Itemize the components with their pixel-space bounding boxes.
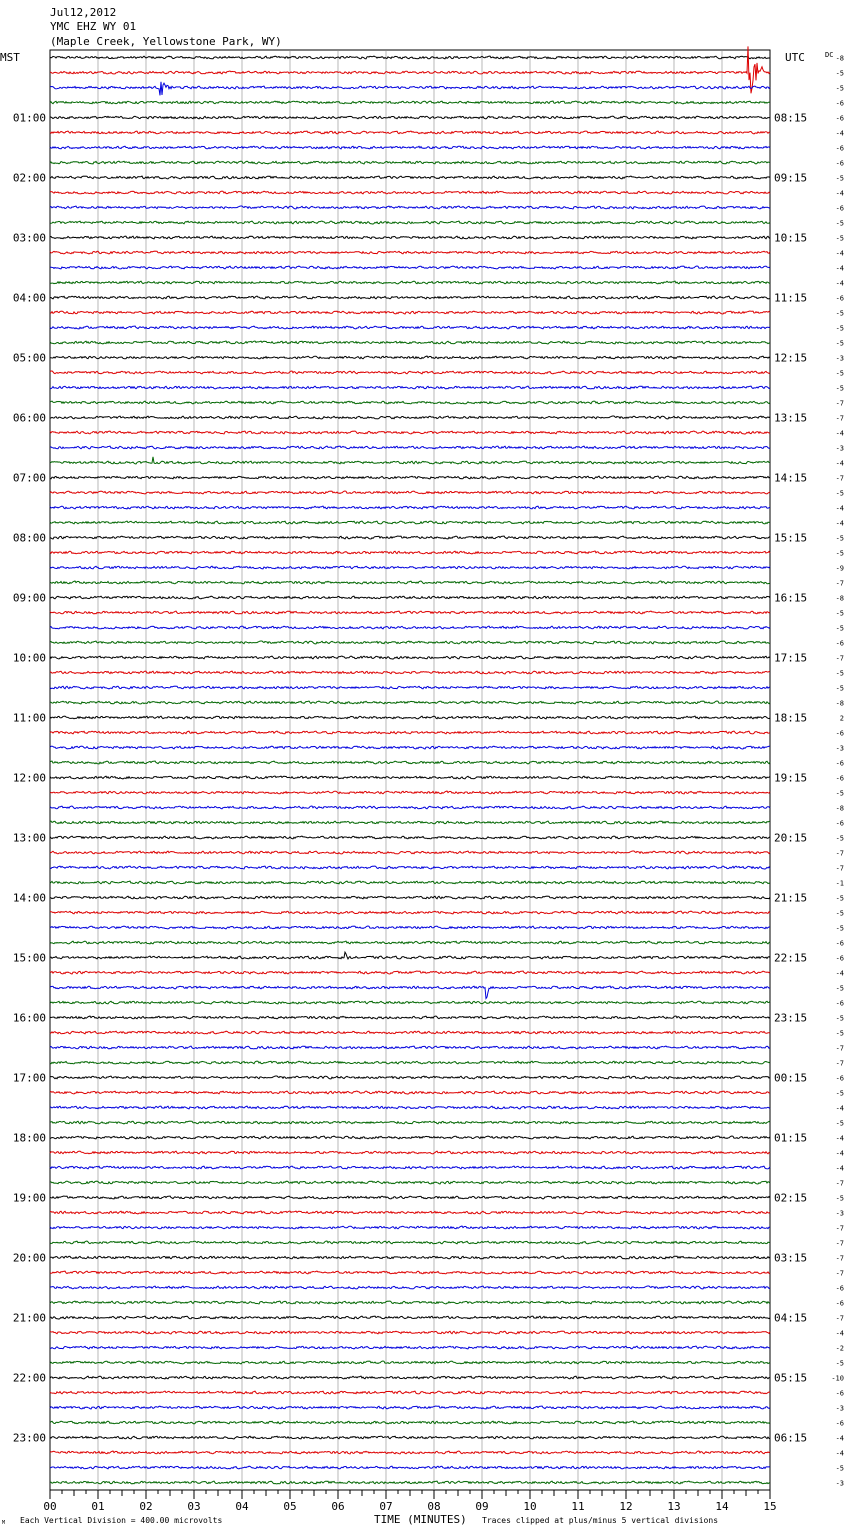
trace-line (50, 911, 770, 914)
trace-line (50, 191, 770, 194)
trace-line (50, 56, 770, 59)
trace-line (50, 1001, 770, 1004)
trace-line (50, 1151, 770, 1154)
left-hour-label: 23:00 (12, 1431, 46, 1445)
trace-line (50, 1331, 770, 1334)
trace-line (50, 1286, 770, 1289)
dc-offset-label: -4 (835, 189, 844, 198)
trace-line (50, 701, 770, 704)
trace-line (50, 296, 770, 299)
dc-offset-label: -4 (835, 519, 844, 528)
trace-line (50, 941, 770, 944)
dc-offset-label: -5 (835, 609, 844, 618)
trace-line (50, 521, 770, 524)
dc-offset-label: -6 (835, 759, 844, 768)
dc-offset-label: -7 (835, 1314, 844, 1323)
trace-line (50, 536, 770, 539)
dc-offset-label: -5 (835, 234, 844, 243)
dc-offset-label: -6 (835, 144, 844, 153)
dc-offset-label: -7 (835, 654, 844, 663)
dc-offset-label: -6 (835, 1074, 844, 1083)
trace-line (50, 746, 770, 749)
trace-line (50, 551, 770, 554)
dc-offset-label: -6 (835, 294, 844, 303)
trace-line (50, 596, 770, 599)
left-hour-label: 13:00 (12, 831, 46, 845)
trace-line (50, 1136, 770, 1139)
right-hour-label: 04:15 (774, 1311, 808, 1325)
trace-line (50, 1271, 770, 1274)
location-label: (Maple Creek, Yellowstone Park, WY) (50, 35, 282, 48)
x-tick-label: 08 (427, 1500, 441, 1513)
dc-offset-label: -6 (835, 1389, 844, 1398)
trace-line (50, 952, 770, 959)
trace-line (50, 416, 770, 419)
dc-offset-label: -5 (835, 219, 844, 228)
trace-line (50, 161, 770, 164)
dc-offset-label: -5 (835, 1089, 844, 1098)
trace-line (50, 386, 770, 389)
corner-mark: M (2, 1520, 6, 1526)
dc-offset-label: 2 (839, 714, 844, 723)
dc-offset-label: -4 (835, 504, 844, 513)
right-hour-label: 18:15 (774, 711, 808, 725)
trace-line (50, 656, 770, 659)
dc-offset-label: -5 (835, 1194, 844, 1203)
dc-offset-label: -1 (835, 879, 844, 888)
trace-line (50, 341, 770, 344)
x-tick-label: 03 (187, 1500, 201, 1513)
dc-offset-label: -4 (835, 1149, 844, 1158)
dc-offset-label: -4 (835, 1434, 844, 1443)
right-timezone-label: UTC (785, 51, 805, 64)
trace-line (50, 82, 770, 96)
trace-line (50, 401, 770, 404)
left-hour-label: 09:00 (12, 591, 46, 605)
dc-offset-label: -7 (835, 1269, 844, 1278)
left-hour-labels (13, 112, 46, 1445)
left-hour-label: 22:00 (12, 1371, 46, 1385)
dc-offset-label: -7 (835, 849, 844, 858)
left-hour-label: 01:00 (12, 111, 46, 125)
trace-line (50, 146, 770, 149)
dc-offset-label: -8 (835, 54, 844, 63)
right-hour-label: 02:15 (774, 1191, 808, 1205)
x-tick-label: 07 (379, 1500, 393, 1513)
dc-offset-label: -5 (835, 834, 844, 843)
trace-group (50, 46, 770, 1484)
right-hour-labels (774, 112, 807, 1445)
dc-offset-label: -5 (835, 894, 844, 903)
dc-offset-label: -7 (835, 1239, 844, 1248)
trace-line (50, 581, 770, 584)
trace-line (50, 1346, 770, 1349)
dc-offset-label: -4 (835, 1329, 844, 1338)
right-hour-label: 10:15 (774, 231, 808, 245)
dc-offset-label: -6 (835, 639, 844, 648)
trace-line (50, 326, 770, 329)
trace-line (50, 101, 770, 104)
trace-line (50, 971, 770, 974)
trace-line (50, 1241, 770, 1244)
trace-line (50, 506, 770, 509)
trace-line (50, 1181, 770, 1184)
trace-line (50, 1211, 770, 1214)
trace-line (50, 686, 770, 689)
left-hour-label: 20:00 (12, 1251, 46, 1265)
trace-line (50, 491, 770, 494)
left-hour-label: 15:00 (12, 951, 46, 965)
left-hour-label: 16:00 (12, 1011, 46, 1025)
trace-line (50, 1451, 770, 1454)
trace-line (50, 641, 770, 644)
dc-offset-label: -4 (835, 969, 844, 978)
trace-line (50, 176, 770, 179)
trace-line (50, 1361, 770, 1364)
plot-grid (50, 50, 770, 1490)
trace-line (50, 1421, 770, 1424)
right-hour-label: 14:15 (774, 471, 808, 485)
dc-offset-label: -8 (835, 804, 844, 813)
dc-offset-label: -6 (835, 1284, 844, 1293)
dc-offset-label: -7 (835, 474, 844, 483)
dc-offset-label: -6 (835, 819, 844, 828)
left-hour-label: 12:00 (12, 771, 46, 785)
left-hour-label: 17:00 (12, 1071, 46, 1085)
dc-offset-label: -5 (835, 369, 844, 378)
right-hour-label: 09:15 (774, 171, 808, 185)
trace-line (50, 1316, 770, 1319)
trace-line (50, 851, 770, 854)
dc-offset-label: -3 (835, 1479, 844, 1488)
dc-offset-label: -7 (835, 1059, 844, 1068)
right-hour-label: 13:15 (774, 411, 808, 425)
trace-line (50, 566, 770, 569)
left-timezone-label: MST (0, 51, 20, 64)
dc-offset-label: -5 (835, 549, 844, 558)
trace-line (50, 1376, 770, 1379)
trace-line (50, 761, 770, 764)
trace-line (50, 311, 770, 314)
dc-offset-label: -6 (835, 159, 844, 168)
trace-line (50, 1106, 770, 1109)
dc-offset-label: -3 (835, 354, 844, 363)
trace-line (50, 206, 770, 209)
left-hour-label: 08:00 (12, 531, 46, 545)
dc-offset-label: -7 (835, 1224, 844, 1233)
right-hour-label: 16:15 (774, 591, 808, 605)
left-hour-label: 02:00 (12, 171, 46, 185)
trace-line (50, 431, 770, 434)
dc-offset-label: -6 (835, 1419, 844, 1428)
trace-line (50, 806, 770, 809)
dc-offset-label: -6 (835, 954, 844, 963)
trace-line (50, 1031, 770, 1034)
left-hour-label: 06:00 (12, 411, 46, 425)
trace-line (50, 881, 770, 884)
trace-line (50, 116, 770, 119)
dc-offset-labels (831, 55, 844, 1488)
trace-line (50, 836, 770, 839)
dc-offset-label: -4 (835, 129, 844, 138)
dc-offset-label: -3 (835, 744, 844, 753)
dc-offset-label: -5 (835, 309, 844, 318)
dc-offset-label: -5 (835, 489, 844, 498)
dc-offset-label: -4 (835, 459, 844, 468)
dc-offset-label: -7 (835, 1044, 844, 1053)
x-tick-label: 14 (715, 1500, 729, 1513)
x-axis-label: TIME (MINUTES) (374, 1513, 467, 1526)
trace-line (50, 457, 770, 464)
trace-line (50, 1061, 770, 1064)
dc-offset-label: -7 (835, 414, 844, 423)
right-hour-label: 19:15 (774, 771, 808, 785)
dc-offset-label: -5 (835, 1119, 844, 1128)
right-hour-label: 11:15 (774, 291, 808, 305)
right-hour-label: 22:15 (774, 951, 808, 965)
right-hour-label: 08:15 (774, 111, 808, 125)
trace-line (50, 131, 770, 134)
dc-offset-label: -4 (835, 249, 844, 258)
right-hour-label: 00:15 (774, 1071, 808, 1085)
trace-line (50, 611, 770, 614)
date-label: Jul12,2012 (50, 6, 117, 19)
dc-offset-label: -5 (835, 1014, 844, 1023)
left-hour-label: 18:00 (12, 1131, 46, 1145)
trace-line (50, 1166, 770, 1169)
dc-offset-label: -4 (835, 1449, 844, 1458)
x-tick-label: 01 (91, 1500, 105, 1513)
trace-line (50, 626, 770, 629)
trace-line (50, 1436, 770, 1439)
left-hour-label: 10:00 (12, 651, 46, 665)
trace-line (50, 266, 770, 269)
trace-line (50, 731, 770, 734)
dc-offset-label: -7 (835, 1179, 844, 1188)
trace-line (50, 866, 770, 869)
trace-line (50, 1301, 770, 1304)
trace-line (50, 791, 770, 794)
right-hour-label: 23:15 (774, 1011, 808, 1025)
right-hour-label: 05:15 (774, 1371, 808, 1385)
scale-note: Each Vertical Division = 400.00 microvolts (20, 1516, 223, 1525)
trace-line (50, 1196, 770, 1199)
dc-offset-label: -3 (835, 1404, 844, 1413)
trace-line (50, 671, 770, 674)
dc-offset-label: -4 (835, 1164, 844, 1173)
dc-offset-label: -5 (835, 339, 844, 348)
plot-frame (50, 50, 770, 1490)
x-tick-label: 04 (235, 1500, 249, 1513)
right-hour-label: 17:15 (774, 651, 808, 665)
trace-line (50, 251, 770, 254)
trace-line (50, 1091, 770, 1094)
dc-offset-label: -3 (835, 444, 844, 453)
right-hour-label: 20:15 (774, 831, 808, 845)
left-hour-label: 07:00 (12, 471, 46, 485)
dc-offset-label: -6 (835, 999, 844, 1008)
dc-offset-label: -2 (835, 1344, 844, 1353)
trace-line (50, 46, 770, 93)
dc-offset-label: -5 (835, 1359, 844, 1368)
dc-offset-label: -5 (835, 324, 844, 333)
dc-offset-label: -4 (835, 279, 844, 288)
x-tick-label: 12 (619, 1500, 633, 1513)
dc-offset-label: -7 (835, 579, 844, 588)
trace-line (50, 986, 770, 999)
dc-offset-label: -6 (835, 204, 844, 213)
right-hour-label: 03:15 (774, 1251, 808, 1265)
dc-offset-label: -4 (835, 264, 844, 273)
trace-line (50, 896, 770, 899)
trace-line (50, 236, 770, 239)
right-hour-label: 06:15 (774, 1431, 808, 1445)
x-tick-label: 11 (571, 1500, 585, 1513)
x-tick-label: 09 (475, 1500, 489, 1513)
dc-offset-label: -6 (835, 939, 844, 948)
trace-line (50, 1391, 770, 1394)
dc-offset-label: -7 (835, 864, 844, 873)
right-hour-label: 01:15 (774, 1131, 808, 1145)
x-tick-label: 05 (283, 1500, 297, 1513)
dc-offset-label: -8 (835, 699, 844, 708)
left-hour-label: 03:00 (12, 231, 46, 245)
dc-offset-label: -4 (835, 1134, 844, 1143)
trace-line (50, 716, 770, 719)
dc-offset-label: -7 (835, 399, 844, 408)
trace-line (50, 821, 770, 824)
dc-offset-label: -5 (835, 984, 844, 993)
dc-offset-label: -5 (835, 669, 844, 678)
x-tick-label: 00 (43, 1500, 57, 1513)
dc-offset-label: -6 (835, 774, 844, 783)
trace-line (50, 476, 770, 479)
dc-offset-label: -10 (831, 1374, 844, 1383)
trace-line (50, 1016, 770, 1019)
right-hour-label: 15:15 (774, 531, 808, 545)
x-tick-label: 10 (523, 1500, 537, 1513)
trace-line (50, 1481, 770, 1484)
station-label: YMC EHZ WY 01 (50, 20, 137, 33)
dc-offset-label: -4 (835, 429, 844, 438)
x-tick-label: 06 (331, 1500, 345, 1513)
dc-offset-label: -6 (835, 729, 844, 738)
trace-line (50, 1406, 770, 1409)
dc-offset-label: -5 (835, 1464, 844, 1473)
dc-offset-label: -5 (835, 384, 844, 393)
dc-offset-label: -3 (835, 1209, 844, 1218)
clip-note: Traces clipped at plus/minus 5 vertical divisions (482, 1516, 719, 1525)
dc-offset-label: -6 (835, 1299, 844, 1308)
dc-label: DC (825, 51, 834, 59)
trace-line (50, 1466, 770, 1469)
dc-offset-label: -5 (835, 1029, 844, 1038)
dc-offset-label: -5 (835, 924, 844, 933)
trace-line (50, 221, 770, 224)
dc-offset-label: -5 (835, 684, 844, 693)
x-tick-label: 02 (139, 1500, 153, 1513)
trace-line (50, 1076, 770, 1079)
trace-line (50, 371, 770, 374)
dc-offset-label: -5 (835, 84, 844, 93)
dc-offset-label: -5 (835, 534, 844, 543)
left-hour-label: 11:00 (12, 711, 46, 725)
trace-line (50, 281, 770, 284)
dc-offset-label: -4 (835, 1104, 844, 1113)
left-hour-label: 14:00 (12, 891, 46, 905)
left-hour-label: 05:00 (12, 351, 46, 365)
trace-line (50, 1046, 770, 1049)
trace-line (50, 446, 770, 449)
dc-offset-label: -5 (835, 69, 844, 78)
trace-line (50, 776, 770, 779)
x-tick-label: 15 (763, 1500, 777, 1513)
left-hour-label: 19:00 (12, 1191, 46, 1205)
x-axis (43, 1490, 776, 1513)
dc-offset-label: -9 (835, 564, 844, 573)
dc-offset-label: -5 (835, 174, 844, 183)
trace-line (50, 1256, 770, 1259)
trace-line (50, 926, 770, 929)
dc-offset-label: -7 (835, 1254, 844, 1263)
dc-offset-label: -5 (835, 624, 844, 633)
dc-offset-label: -5 (835, 789, 844, 798)
trace-line (50, 356, 770, 359)
dc-offset-label: -8 (835, 594, 844, 603)
trace-line (50, 1226, 770, 1229)
right-hour-label: 21:15 (774, 891, 808, 905)
dc-offset-label: -6 (835, 99, 844, 108)
x-tick-label: 13 (667, 1500, 681, 1513)
trace-line (50, 1121, 770, 1124)
left-hour-label: 21:00 (12, 1311, 46, 1325)
dc-offset-label: -5 (835, 909, 844, 918)
left-hour-label: 04:00 (12, 291, 46, 305)
dc-offset-label: -6 (835, 114, 844, 123)
right-hour-label: 12:15 (774, 351, 808, 365)
